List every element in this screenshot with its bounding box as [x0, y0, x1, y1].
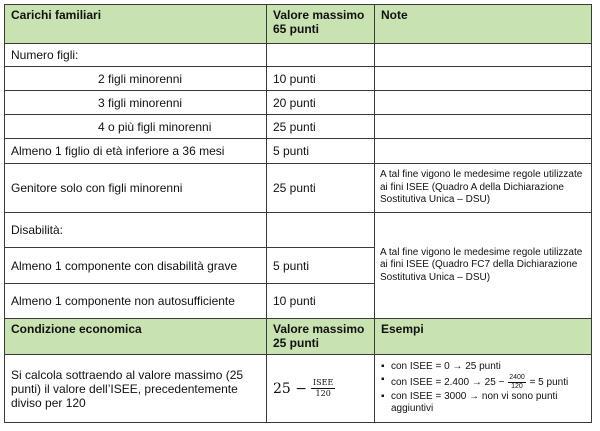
- empty-cell: [267, 213, 375, 248]
- header-valore-massimo-25: [267, 319, 375, 355]
- economica-formula-cell: [267, 355, 375, 423]
- empty-cell: [375, 91, 592, 115]
- note-genitore-solo: A tal fine vigono le medesime regole utilizzate ai fini ISEE (Quadro A della Dichiarazione Sostitutiva Unica – DSU): [375, 164, 592, 213]
- label-disabilita: Disabilità:: [5, 213, 267, 248]
- label-disabilita-grave: Almeno 1 componente con disabilità grave: [5, 248, 267, 284]
- header-note: Note: [375, 5, 592, 44]
- header-esempi: Esempi: [375, 319, 592, 355]
- example-2400-numerator: 2400: [509, 373, 525, 381]
- header-valore-line2: 25 punti: [273, 336, 320, 350]
- header-valore-line2: 65 punti: [273, 22, 320, 36]
- note-disabilita: A tal fine vigono le medesime regole utilizzate ai fini ISEE (Quadro FC7 della Dichiarazione Sostitutiva Unica – DSU): [375, 213, 592, 319]
- header-valore-massimo-65: [267, 5, 375, 44]
- formula-numerator: ISEE: [313, 378, 334, 387]
- formula-denominator: 120: [315, 389, 331, 398]
- empty-cell: [375, 44, 592, 67]
- row-condizione-economica: [5, 355, 592, 423]
- example-isee-2400: [381, 374, 587, 391]
- economica-description: Si calcola sottraendo al valore massimo (25 punti) il valore dell’ISEE, precedentemente diviso per 120: [5, 355, 267, 423]
- empty-cell: [375, 67, 592, 91]
- label-4-figli: 4 o più figli minorenni: [5, 115, 267, 139]
- row-figlio-36-mesi: [5, 139, 592, 164]
- example-2400-suffix: = 5 punti: [529, 376, 569, 388]
- empty-cell: [375, 115, 592, 139]
- examples-cell: [375, 355, 592, 423]
- header-row-carichi: [5, 5, 592, 44]
- empty-cell: [267, 44, 375, 67]
- example-2400-prefix: con ISEE = 2.400 → 25 −: [391, 376, 505, 388]
- value-4-figli: 25 punti: [267, 115, 375, 139]
- row-4-figli: [5, 115, 592, 139]
- example-2400-fraction: [508, 374, 526, 391]
- row-3-figli: [5, 91, 592, 115]
- row-genitore-solo: [5, 164, 592, 213]
- value-2-figli: 10 punti: [267, 67, 375, 91]
- example-isee-0: ▪ con ISEE = 0 → 25 punti: [381, 361, 587, 374]
- label-non-autosufficiente: Almeno 1 componente non autosufficiente: [5, 284, 267, 319]
- isee-formula: [273, 378, 370, 399]
- row-2-figli: [5, 67, 592, 91]
- value-non-autosufficiente: 10 punti: [267, 284, 375, 319]
- header-row-condizione: [5, 319, 592, 355]
- examples-list: [381, 361, 587, 416]
- header-carichi-familiari: Carichi familiari: [5, 5, 267, 44]
- row-numero-figli: [5, 44, 592, 67]
- value-figlio-36-mesi: 5 punti: [267, 139, 375, 164]
- header-valore-line1: Valore massimo: [273, 8, 365, 22]
- scoring-table: [4, 4, 592, 423]
- label-figlio-36-mesi: Almeno 1 figlio di età inferiore a 36 mesi: [5, 139, 267, 164]
- value-3-figli: 20 punti: [267, 91, 375, 115]
- label-2-figli: 2 figli minorenni: [5, 67, 267, 91]
- value-disabilita-grave: 5 punti: [267, 248, 375, 284]
- empty-cell: [375, 139, 592, 164]
- formula-fraction: [311, 378, 335, 399]
- label-3-figli: 3 figli minorenni: [5, 91, 267, 115]
- example-isee-3000: ▪ con ISEE = 3000 → non vi sono punti aggiuntivi: [381, 391, 587, 416]
- value-genitore-solo: 25 punti: [267, 164, 375, 213]
- scoring-table-container: [4, 4, 592, 423]
- formula-base: 25 −: [273, 380, 307, 397]
- label-genitore-solo: Genitore solo con figli minorenni: [5, 164, 267, 213]
- row-disabilita: [5, 213, 592, 248]
- example-2400-denominator: 120: [511, 382, 523, 390]
- header-condizione-economica: Condizione economica: [5, 319, 267, 355]
- header-valore-line1: Valore massimo: [273, 322, 365, 336]
- label-numero-figli: Numero figli:: [5, 44, 267, 67]
